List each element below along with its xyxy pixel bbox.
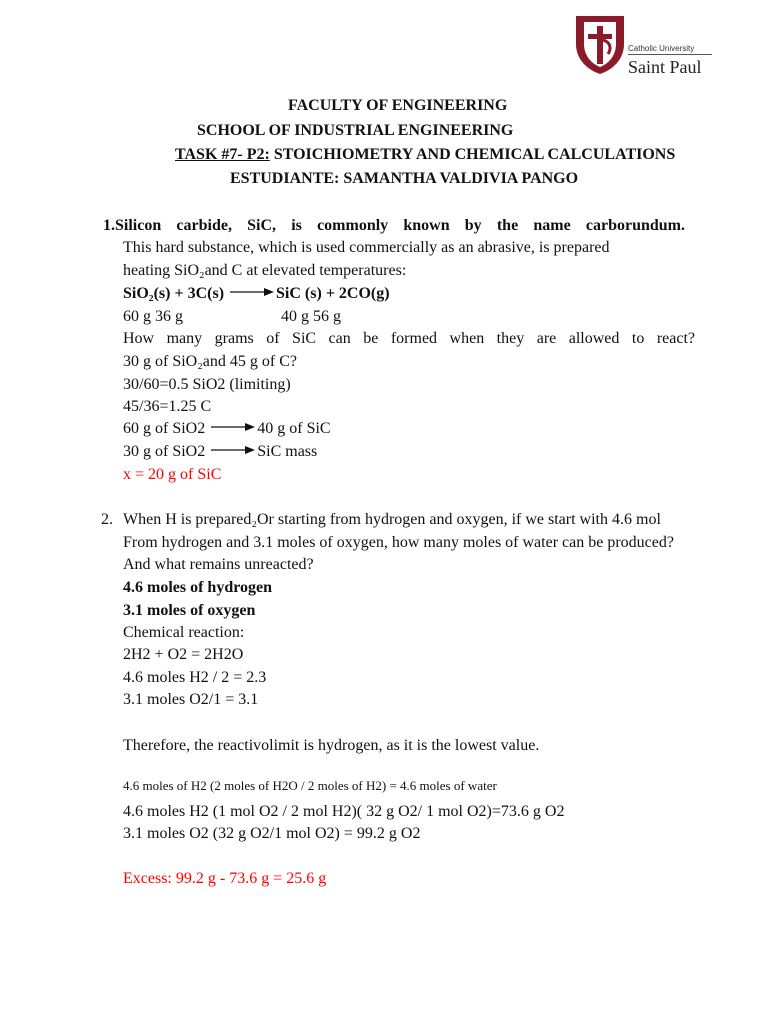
- q1-ratio2-right: SiC mass: [257, 443, 318, 460]
- q1-masses-left: 60 g 36 g: [123, 308, 183, 325]
- faculty-title: FACULTY OF ENGINEERING: [288, 97, 508, 114]
- q1-text-line2: This hard substance, which is used commercially as an abrasive, is prepared: [123, 239, 610, 256]
- q1-ratio-line1: [123, 419, 331, 439]
- q2-number: 2.: [101, 511, 113, 528]
- q1-ratio-line2: [123, 442, 317, 462]
- ratio-arrow-icon: [211, 421, 255, 433]
- task-heading: [175, 146, 675, 164]
- logo-subtitle: Catholic University: [628, 44, 695, 53]
- q1-question-line2: 30 g of SiO₂and 45 g of C?: [123, 353, 298, 370]
- logo-name: Saint Paul: [628, 57, 702, 77]
- cross-shield-icon: [574, 14, 626, 76]
- task-label: TASK #7- P2:: [175, 146, 270, 163]
- task-title: STOICHIOMETRY AND CHEMICAL CALCULATIONS: [273, 146, 676, 163]
- q1-masses-right: 40 g 56 g: [281, 308, 341, 325]
- q1-equation: [123, 284, 390, 304]
- q2-given-oxygen: 3.1 moles of oxygen: [123, 602, 256, 619]
- q2-water-produced: 4.6 moles of H2 (2 moles of H2O / 2 moles of H2) = 4.6 moles of water: [123, 778, 497, 793]
- q1-calc-line1: 30/60=0.5 SiO2 (limiting): [123, 376, 291, 393]
- q2-o2-total: 3.1 moles O2 (32 g O2/1 mol O2) = 99.2 g O2: [123, 825, 421, 842]
- q2-text-line1: When H is prepared₂Or starting from hydrogen and oxygen, if we start with 4.6 mol: [123, 511, 661, 528]
- school-title: SCHOOL OF INDUSTRIAL ENGINEERING: [197, 122, 514, 139]
- q2-calc-line2: 3.1 moles O2/1 = 3.1: [123, 691, 259, 708]
- q2-conclusion: Therefore, the reactivolimit is hydrogen, as it is the lowest value.: [123, 737, 540, 754]
- q2-reaction-label: Chemical reaction:: [123, 624, 245, 641]
- reaction-arrow-icon: [230, 286, 274, 298]
- logo-divider: [628, 54, 712, 55]
- q2-given-hydrogen: 4.6 moles of hydrogen: [123, 579, 273, 596]
- q2-text-line3: And what remains unreacted?: [123, 556, 314, 573]
- ratio-arrow-icon: [211, 444, 255, 456]
- q2-calc-line1: 4.6 moles H2 / 2 = 2.3: [123, 669, 267, 686]
- q1-question-line1: How many grams of SiC can be formed when they are allowed to react?: [123, 330, 695, 347]
- q1-ratio1-left: 60 g of SiO2: [123, 420, 206, 437]
- q1-text-line3: heating SiO₂and C at elevated temperatures:: [123, 262, 407, 279]
- q2-o2-needed: 4.6 moles H2 (1 mol O2 / 2 mol H2)( 32 g O2/ 1 mol O2)=73.6 g O2: [123, 803, 565, 820]
- q1-equation-right: SiC (s) + 2CO(g): [276, 285, 390, 302]
- q2-text-line2: From hydrogen and 3.1 moles of oxygen, how many moles of water can be produced?: [123, 534, 674, 551]
- student-name: ESTUDIANTE: SAMANTHA VALDIVIA PANGO: [230, 170, 579, 187]
- q1-heading: 1.Silicon carbide, SiC, is commonly known by the name carborundum.: [103, 217, 685, 234]
- q1-ratio1-right: 40 g of SiC: [257, 420, 331, 437]
- q2-reaction: 2H2 + O2 = 2H2O: [123, 646, 244, 663]
- q1-ratio2-left: 30 g of SiO2: [123, 443, 206, 460]
- q1-answer: x = 20 g of SiC: [123, 466, 222, 483]
- q2-excess: Excess: 99.2 g - 73.6 g = 25.6 g: [123, 870, 327, 887]
- q1-equation-left: SiO₂(s) + 3C(s): [123, 285, 225, 302]
- q1-calc-line2: 45/36=1.25 C: [123, 398, 212, 415]
